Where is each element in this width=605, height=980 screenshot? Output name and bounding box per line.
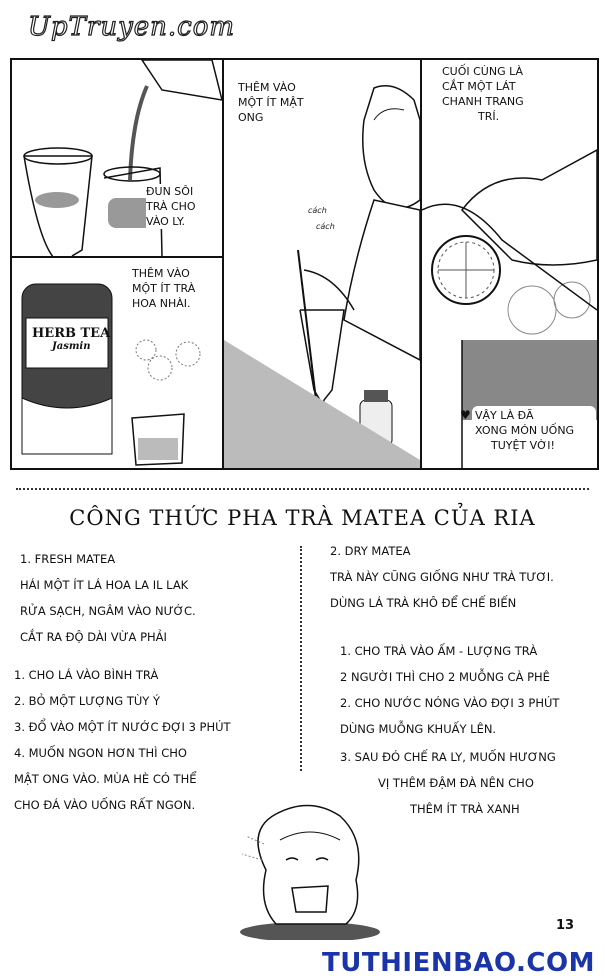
- recipe-left-line: 1. FRESH MATEA: [20, 552, 116, 566]
- recipe-right-line: DÙNG MUỖNG KHUẤY LÊN.: [340, 722, 497, 736]
- chibi-girl-illustration: [236, 800, 386, 940]
- caption-line: VẬY LÀ ĐÃ: [475, 409, 534, 422]
- recipe-left-line: HÁI MỘT ÍT LÁ HOA LA IL LAK: [20, 578, 189, 592]
- recipe-left-line: CẮT RA ĐỘ DÀI VỪA PHẢI: [20, 630, 167, 644]
- sfx-clink: cách: [316, 222, 335, 231]
- caption-line: TUYỆT VỜI!: [491, 439, 555, 452]
- recipe-left-line: 3. ĐỔ VÀO MỘT ÍT NƯỚC ĐỢI 3 PHÚT: [14, 720, 231, 734]
- tea-tin-label: [32, 326, 110, 352]
- recipe-right-line: DÙNG LÁ TRÀ KHÔ ĐỂ CHẾ BIẾN: [330, 596, 517, 610]
- caption-line: CHANH TRANG: [442, 95, 524, 108]
- recipe-left-line: 4. MUỐN NGON HƠN THÌ CHO: [14, 746, 187, 760]
- caption-line: TRÀ CHO: [146, 200, 196, 213]
- divider-top: [16, 488, 589, 490]
- caption-line: XONG MÓN UỐNG: [475, 424, 575, 437]
- recipe-right-line: 2. DRY MATEA: [330, 544, 411, 558]
- recipe-right-line: 2 NGƯỜI THÌ CHO 2 MUỖNG CÀ PHÊ: [340, 670, 550, 684]
- recipe-right-line: 1. CHO TRÀ VÀO ẤM - LƯỢNG TRÀ: [340, 644, 538, 658]
- caption-line: MỘT ÍT MẬT: [238, 96, 304, 109]
- recipe-right-line: TRÀ NÀY CŨNG GIỐNG NHƯ TRÀ TƯƠI.: [330, 570, 554, 584]
- page-number: 13: [556, 918, 575, 933]
- recipe-right-line: 2. CHO NƯỚC NÓNG VÀO ĐỢI 3 PHÚT: [340, 696, 560, 710]
- recipe-right-line: THÊM ÍT TRÀ XANH: [410, 802, 520, 816]
- recipe-title: CÔNG THỨC PHA TRÀ MATEA CỦA RIA: [69, 506, 536, 530]
- recipe-left-line: MẬT ONG VÀO. MÙA HÈ CÓ THỂ: [14, 772, 197, 786]
- panel-add-honey: [222, 58, 422, 470]
- caption-line: VÀO LY.: [146, 215, 185, 228]
- caption-line: MỘT ÍT TRÀ: [132, 282, 196, 295]
- caption-add-honey: [238, 80, 328, 125]
- tin-label-text: HERB TEA: [32, 326, 111, 341]
- caption-drink-done: [472, 406, 596, 455]
- caption-line: HOA NHÀI.: [132, 297, 191, 310]
- caption-line: THÊM VÀO: [132, 267, 190, 280]
- caption-line: THÊM VÀO: [238, 81, 296, 94]
- panel-lemon-slice: [420, 58, 599, 470]
- watermark-logo: UpTruyen.com: [28, 12, 236, 42]
- recipe-left-line: 2. BỎ MỘT LƯỢNG TÙY Ý: [14, 694, 160, 708]
- caption-add-jasmine: [132, 266, 218, 311]
- recipe-left-line: RỬA SẠCH, NGÂM VÀO NƯỚC.: [20, 604, 196, 618]
- recipe-left-line: 1. CHO LÁ VÀO BÌNH TRÀ: [14, 668, 159, 682]
- recipe-right-line: VỊ THÊM ĐẬM ĐÀ NÊN CHO: [378, 776, 534, 790]
- caption-boil-tea: [146, 184, 220, 229]
- caption-line: ONG: [238, 111, 264, 124]
- heart-icon: ♥: [460, 408, 471, 422]
- footer-watermark: TUTHIENBAO.COM: [322, 948, 595, 978]
- caption-lemon-decoration: [442, 64, 552, 124]
- panel-jasmine-tea: [10, 256, 224, 470]
- tin-label-text: Jasmin: [52, 341, 91, 352]
- caption-line: TRÍ.: [478, 110, 500, 123]
- divider-vertical: [300, 546, 302, 771]
- caption-line: CẮT MỘT LÁT: [442, 80, 516, 93]
- caption-line: CUỐI CÙNG LÀ: [442, 65, 524, 78]
- panel-pour-tea: [10, 58, 224, 258]
- recipe-left-line: CHO ĐÁ VÀO UỐNG RẤT NGON.: [14, 798, 196, 812]
- recipe-right-line: 3. SAU ĐÓ CHẾ RA LY, MUỐN HƯƠNG: [340, 750, 556, 764]
- caption-line: ĐUN SÔI: [146, 185, 194, 198]
- sfx-clink: cách: [308, 206, 327, 215]
